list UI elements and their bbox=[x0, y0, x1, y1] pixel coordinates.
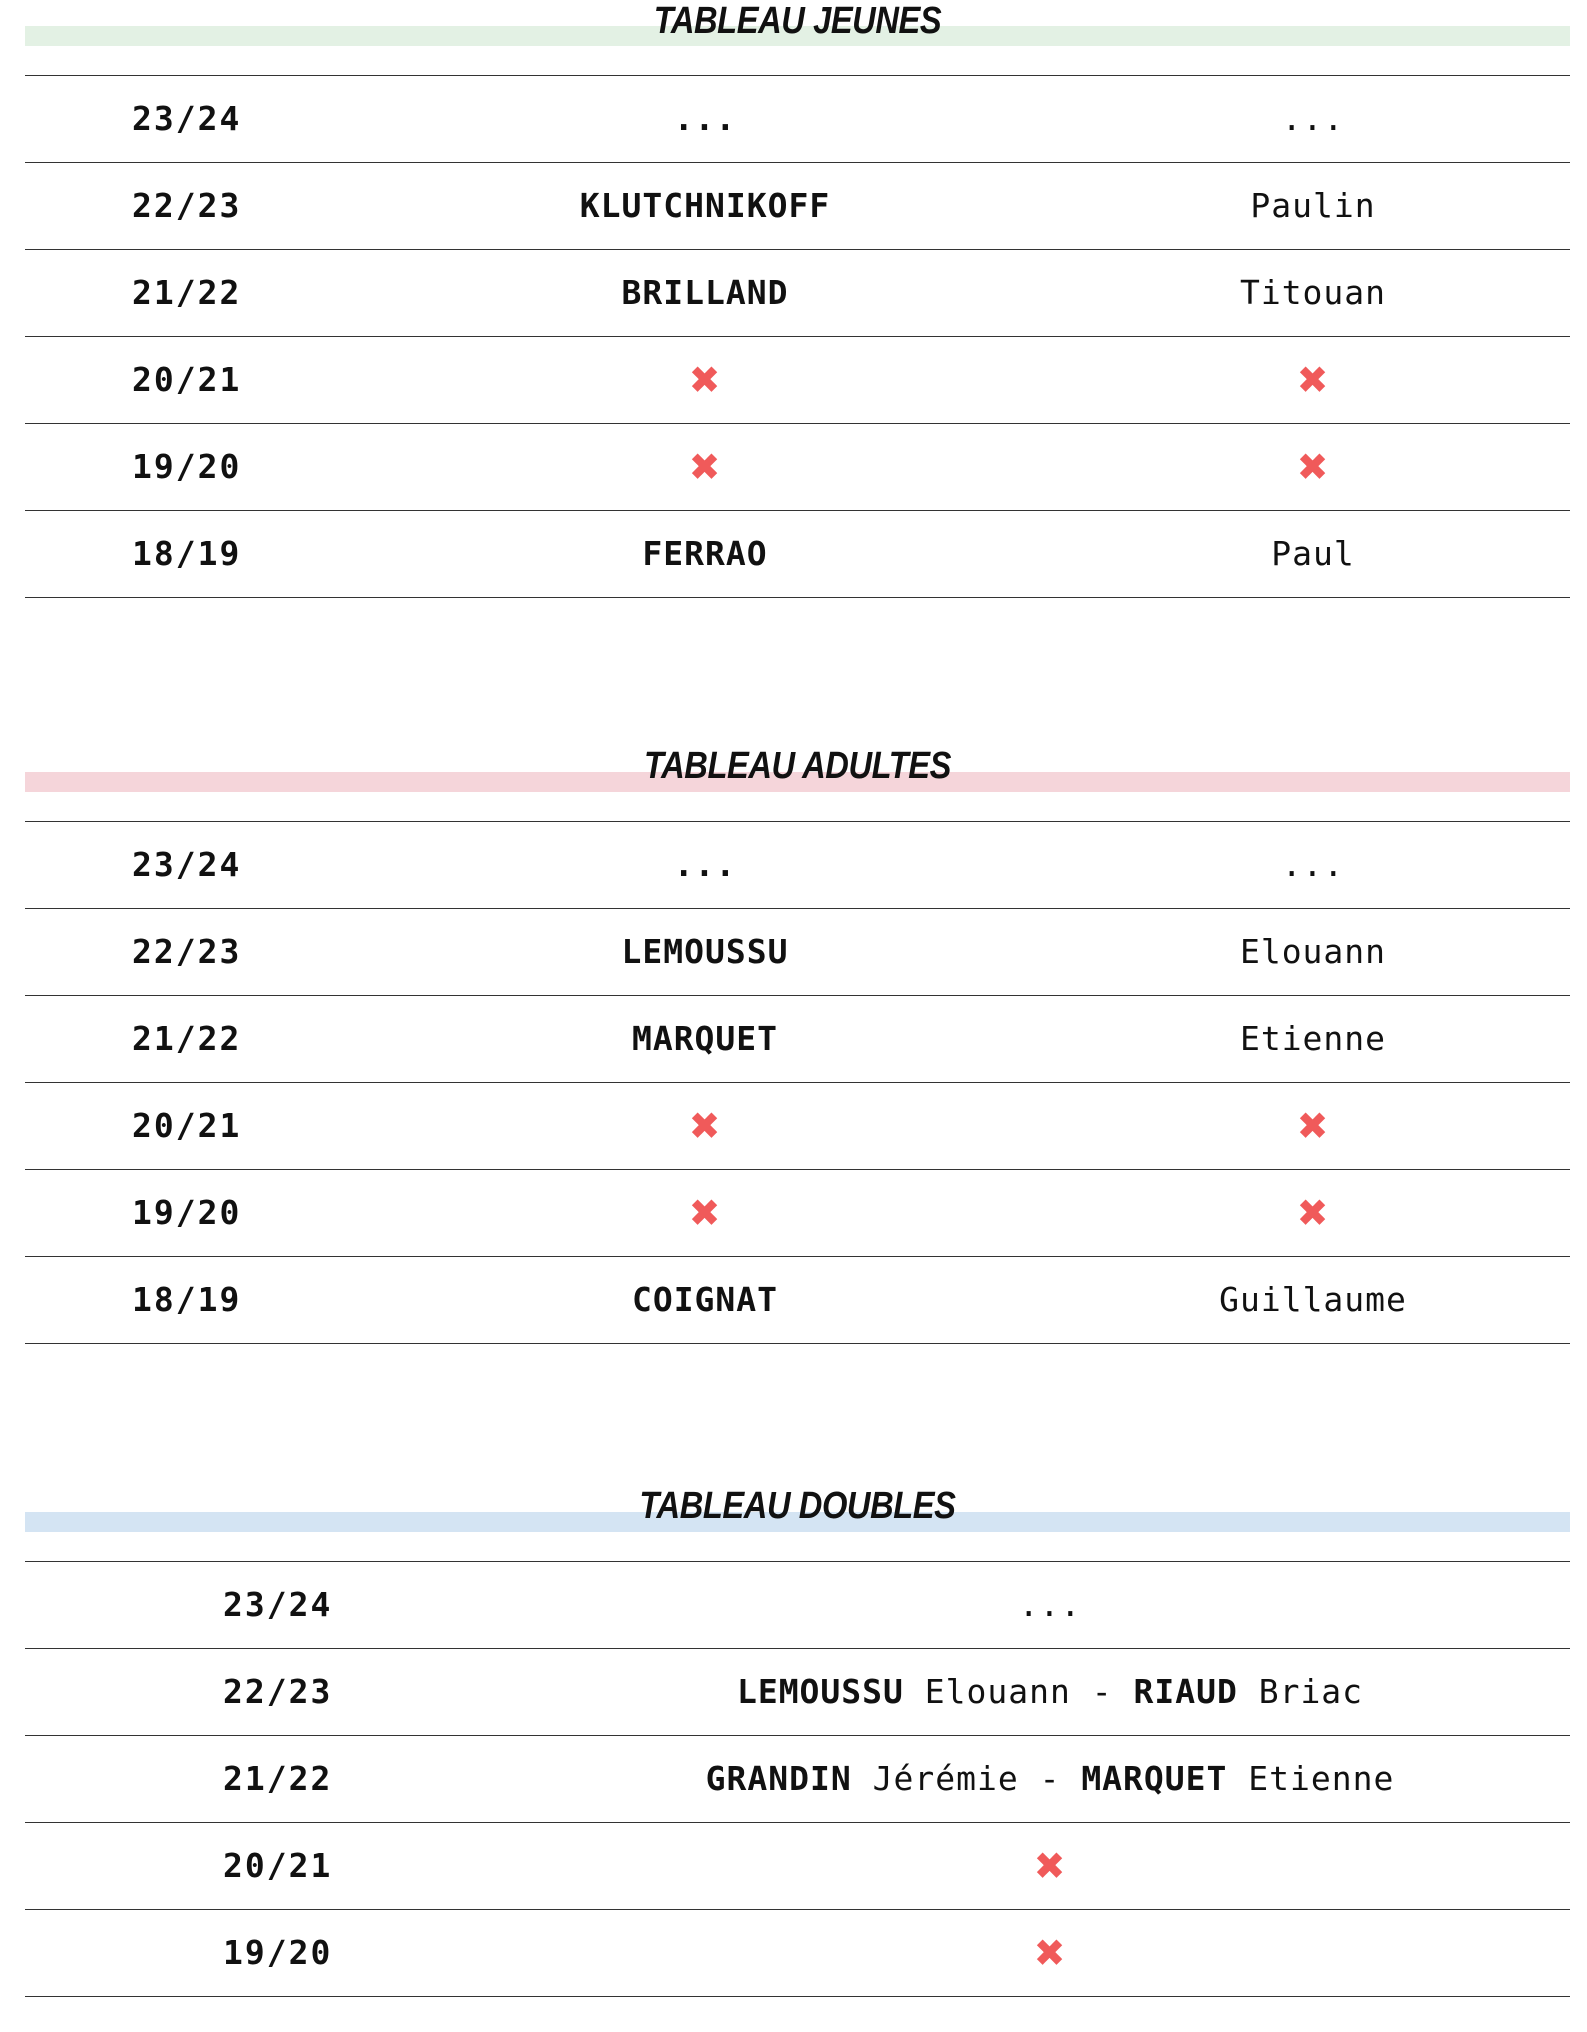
table-row bbox=[25, 1910, 1570, 1997]
first-name-cell: Elouann bbox=[1239, 932, 1387, 971]
table-row bbox=[25, 1649, 1570, 1736]
table-row bbox=[25, 909, 1570, 996]
season-cell: 19/20 bbox=[223, 1933, 333, 1972]
season-cell: 20/21 bbox=[132, 1106, 242, 1145]
cross-icon: ✖ bbox=[688, 1191, 722, 1235]
cross-icon: ✖ bbox=[688, 445, 722, 489]
cross-icon: ✖ bbox=[1296, 445, 1330, 489]
season-cell: 21/22 bbox=[132, 1019, 242, 1058]
season-cell: 23/24 bbox=[132, 99, 242, 138]
last-name-cell: ... bbox=[673, 845, 737, 884]
season-cell: 22/23 bbox=[223, 1672, 333, 1711]
table-row bbox=[25, 1257, 1570, 1344]
last-name-cell: ... bbox=[673, 99, 737, 138]
season-cell: 22/23 bbox=[132, 932, 242, 971]
table-row bbox=[25, 1823, 1570, 1910]
pair-separator: - bbox=[1091, 1672, 1113, 1711]
cross-icon: ✖ bbox=[1296, 358, 1330, 402]
last-name-cell: COIGNAT bbox=[631, 1280, 779, 1319]
cross-icon: ✖ bbox=[1296, 1104, 1330, 1148]
season-cell: 20/21 bbox=[223, 1846, 333, 1885]
table-row bbox=[25, 163, 1570, 250]
last-name-cell: LEMOUSSU bbox=[621, 932, 789, 971]
first-name-cell: Guillaume bbox=[1219, 1280, 1407, 1319]
season-cell: 18/19 bbox=[132, 1280, 242, 1319]
table-row bbox=[25, 1562, 1570, 1649]
table-row bbox=[25, 424, 1570, 511]
first-name-cell: Titouan bbox=[1239, 273, 1387, 312]
table-row bbox=[25, 76, 1570, 163]
table-row bbox=[25, 1736, 1570, 1823]
winners-cell bbox=[545, 1736, 1555, 1822]
cross-icon: ✖ bbox=[1296, 1191, 1330, 1235]
season-cell: 22/23 bbox=[132, 186, 242, 225]
table-row bbox=[25, 511, 1570, 598]
last-name: MARQUET bbox=[1081, 1759, 1228, 1798]
section-title-adultes: TABLEAU ADULTES bbox=[643, 745, 952, 787]
last-name-cell: FERRAO bbox=[642, 534, 768, 573]
last-name-cell: KLUTCHNIKOFF bbox=[579, 186, 831, 225]
first-name-cell: ... bbox=[1281, 99, 1345, 138]
cross-icon: ✖ bbox=[1033, 1931, 1067, 1975]
season-cell: 20/21 bbox=[132, 360, 242, 399]
winners-cell: ... bbox=[1018, 1585, 1082, 1624]
last-name: LEMOUSSU bbox=[736, 1672, 904, 1711]
table-row bbox=[25, 1170, 1570, 1257]
table-row bbox=[25, 337, 1570, 424]
season-cell: 18/19 bbox=[132, 534, 242, 573]
last-name-cell: MARQUET bbox=[631, 1019, 779, 1058]
pair-separator: - bbox=[1039, 1759, 1061, 1798]
first-name: Jérémie bbox=[872, 1759, 1019, 1798]
season-cell: 23/24 bbox=[132, 845, 242, 884]
table-row bbox=[25, 996, 1570, 1083]
season-cell: 21/22 bbox=[223, 1759, 333, 1798]
table-row bbox=[25, 250, 1570, 337]
table-doubles bbox=[25, 1561, 1570, 1997]
winners-cell bbox=[545, 1649, 1555, 1735]
last-name: RIAUD bbox=[1133, 1672, 1238, 1711]
section-title-jeunes: TABLEAU JEUNES bbox=[653, 0, 942, 42]
first-name: Elouann bbox=[924, 1672, 1071, 1711]
first-name-cell: Paul bbox=[1271, 534, 1355, 573]
table-row bbox=[25, 822, 1570, 909]
last-name: GRANDIN bbox=[705, 1759, 852, 1798]
season-cell: 19/20 bbox=[132, 447, 242, 486]
last-name-cell: BRILLAND bbox=[621, 273, 789, 312]
season-cell: 19/20 bbox=[132, 1193, 242, 1232]
cross-icon: ✖ bbox=[688, 1104, 722, 1148]
first-name: Etienne bbox=[1248, 1759, 1395, 1798]
table-jeunes bbox=[25, 75, 1570, 598]
cross-icon: ✖ bbox=[688, 358, 722, 402]
table-adultes bbox=[25, 821, 1570, 1344]
first-name-cell: Etienne bbox=[1239, 1019, 1387, 1058]
season-cell: 23/24 bbox=[223, 1585, 333, 1624]
first-name: Briac bbox=[1258, 1672, 1364, 1711]
cross-icon: ✖ bbox=[1033, 1844, 1067, 1888]
table-row bbox=[25, 1083, 1570, 1170]
first-name-cell: ... bbox=[1281, 845, 1345, 884]
season-cell: 21/22 bbox=[132, 273, 242, 312]
first-name-cell: Paulin bbox=[1250, 186, 1376, 225]
section-title-doubles: TABLEAU DOUBLES bbox=[639, 1485, 956, 1527]
